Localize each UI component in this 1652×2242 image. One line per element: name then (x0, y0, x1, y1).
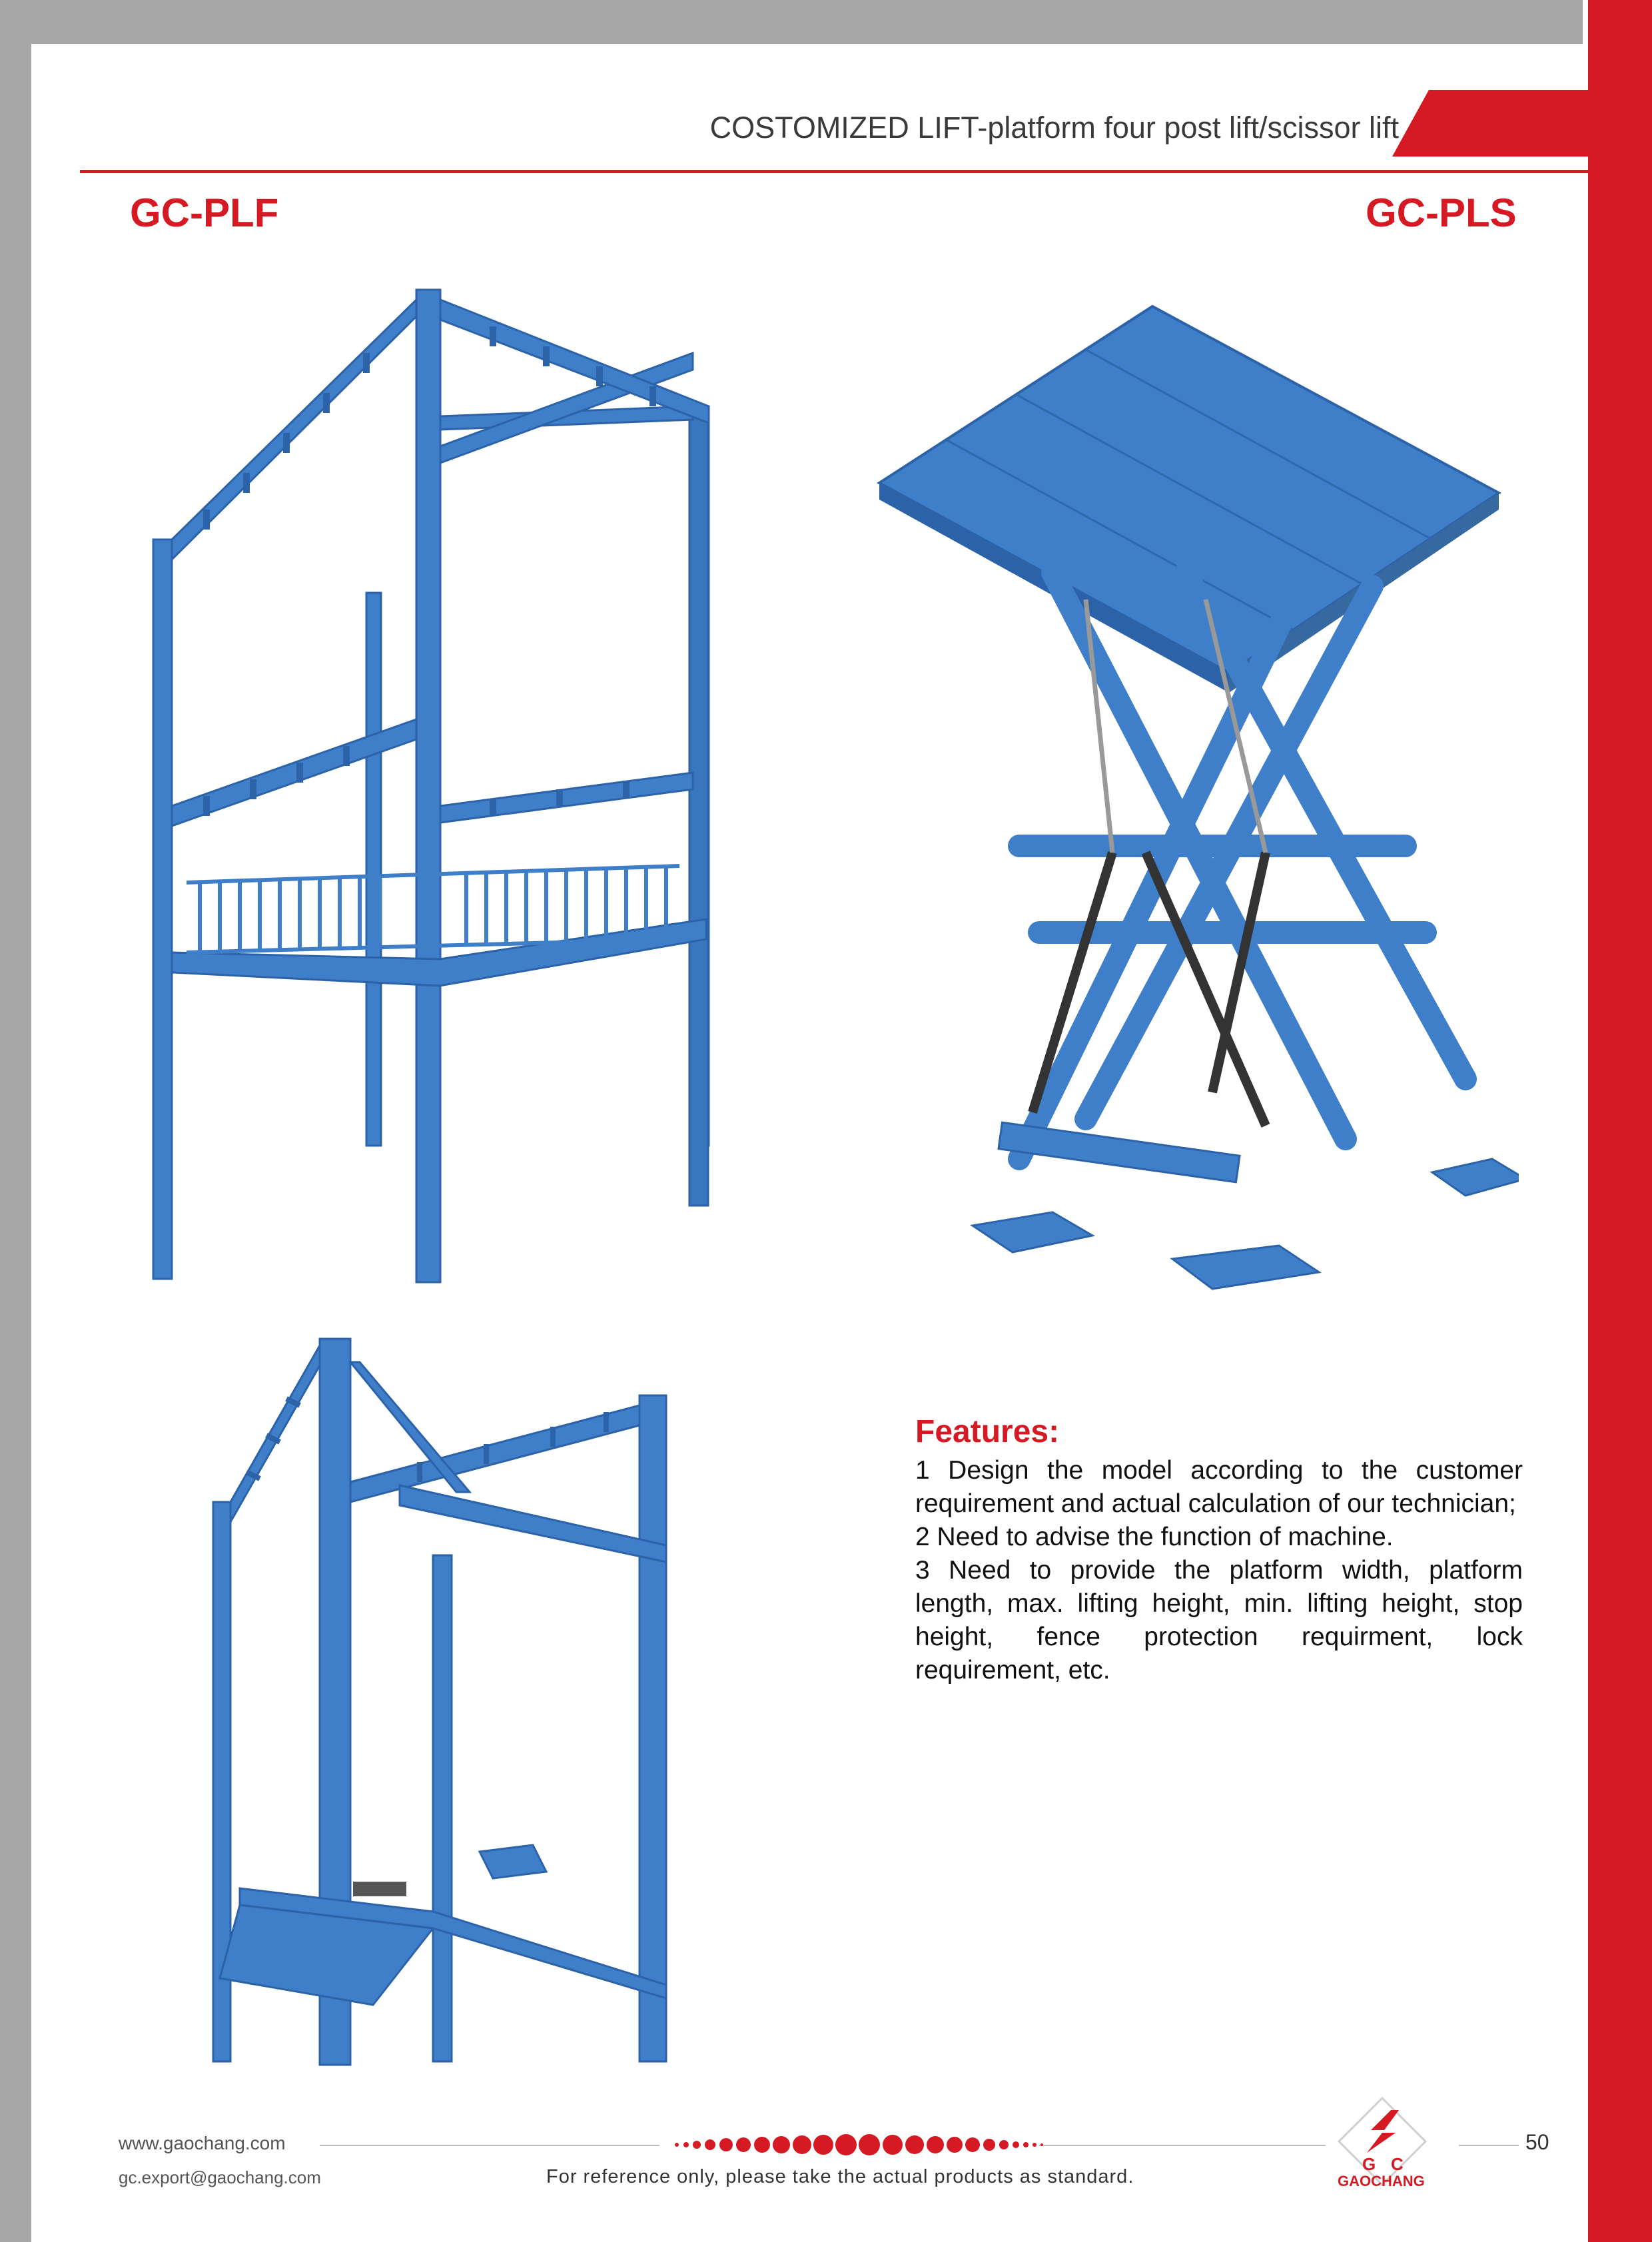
footer-disclaimer: For reference only, please take the actual products as standard. (546, 2166, 1134, 2187)
feature-item: 2 Need to advise the function of machine. (915, 1523, 1394, 1551)
page-number: 50 (1525, 2130, 1549, 2154)
four-post-lift-jack-image (200, 1325, 733, 2078)
header-rule (80, 170, 1592, 173)
page-title: COSTOMIZED LIFT-platform four post lift/scissor lift (709, 111, 1399, 145)
side-red-bar (1585, 0, 1652, 2242)
feature-item: 3 Need to provide the platform width, platform length, max. lifting height, min. lifting height, stop height, fence protection requirment, lock requirement, etc. (915, 1556, 1523, 1684)
footer-rule (1039, 2145, 1326, 2146)
features-section (915, 1413, 1523, 1687)
model-label-pls: GC-PLS (1366, 190, 1517, 235)
svg-text:G: G (1362, 2154, 1376, 2174)
scissor-lift-image (866, 293, 1519, 1306)
footer-email-link[interactable]: gc.export@gaochang.com (119, 2167, 321, 2187)
model-label-plf: GC-PLF (130, 190, 279, 235)
svg-text:C: C (1391, 2154, 1404, 2174)
logo-text: GAOCHANG (1338, 2173, 1425, 2189)
features-title: Features: (915, 1414, 1060, 1449)
footer-rule (320, 2145, 659, 2146)
decorative-dots (673, 2133, 1046, 2156)
feature-item: 1 Design the model according to the customer requirement and actual calculation of our technician; (915, 1456, 1523, 1518)
four-post-lift-fence-image (147, 280, 733, 1292)
footer-rule (1459, 2145, 1519, 2146)
footer-website-link[interactable]: www.gaochang.com (119, 2133, 286, 2153)
